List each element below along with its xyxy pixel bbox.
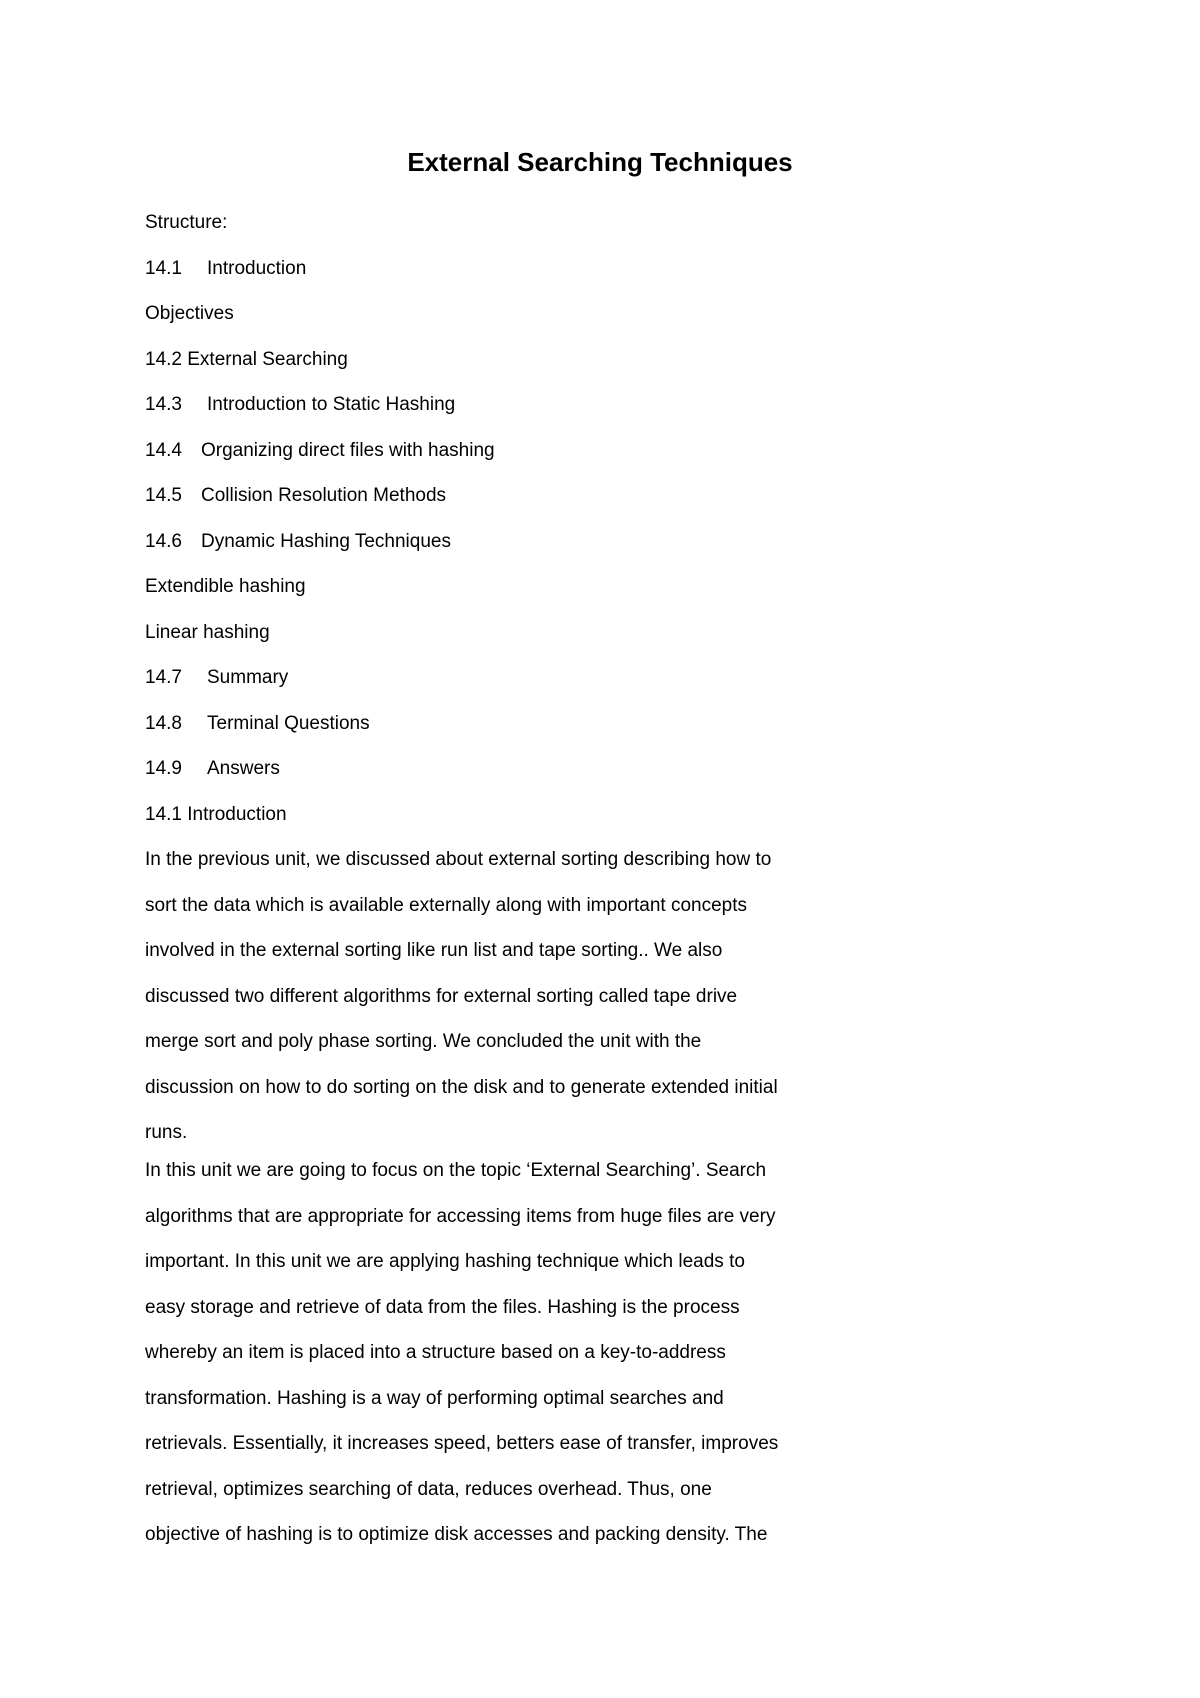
paragraph-line: easy storage and retrieve of data from the files. Hashing is the process: [145, 1296, 740, 1318]
paragraph-intro: [145, 837, 865, 1148]
toc-item: [145, 701, 865, 747]
toc-text: Linear hashing: [145, 621, 270, 643]
toc-item: [145, 246, 865, 292]
structure-label: Structure:: [145, 212, 228, 233]
paragraph-line: transformation. Hashing is a way of performing optimal searches and: [145, 1387, 724, 1409]
toc-text: Introduction: [207, 257, 307, 279]
toc-item: [145, 519, 865, 565]
toc-item: [145, 291, 865, 337]
toc-number: 14.5: [145, 485, 182, 506]
toc-text: 14.2 External Searching: [145, 348, 348, 370]
toc-number: 14.7: [145, 667, 182, 688]
toc-item: [145, 473, 865, 519]
toc-text: Dynamic Hashing Techniques: [201, 530, 451, 552]
toc-text: Collision Resolution Methods: [201, 485, 447, 506]
paragraph-line: merge sort and poly phase sorting. We concluded the unit with the: [145, 1031, 702, 1052]
toc-number: 14.1: [145, 257, 182, 279]
toc-number: 14.9: [145, 758, 182, 779]
toc-item: [145, 746, 865, 792]
toc-number: 14.4: [145, 439, 182, 461]
toc-text: Summary: [207, 667, 289, 688]
paragraph-line: discussed two different algorithms for external sorting called tape drive: [145, 985, 738, 1007]
toc-text: Answers: [207, 758, 280, 779]
toc-text: Introduction to Static Hashing: [207, 394, 456, 415]
toc-text: Terminal Questions: [207, 712, 370, 734]
toc-number: 14.6: [145, 530, 182, 552]
toc-text: Objectives: [145, 303, 234, 324]
toc-item: [145, 610, 865, 656]
paragraph-line: involved in the external sorting like run list and tape sorting.. We also: [145, 940, 723, 961]
toc-item: [145, 428, 865, 474]
paragraph-line: In this unit we are going to focus on the topic ‘External Searching’. Search: [145, 1160, 767, 1181]
toc-item: [145, 337, 865, 383]
section-heading: 14.1 Introduction: [145, 803, 287, 825]
toc-item: [145, 655, 865, 701]
toc-item: [145, 382, 865, 428]
paragraph-line: sort the data which is available externally along with important concepts: [145, 894, 747, 916]
toc-item: [145, 564, 865, 610]
paragraph-focus: [145, 1148, 865, 1558]
toc-text: Organizing direct files with hashing: [201, 439, 495, 461]
paragraph-line: In the previous unit, we discussed about external sorting describing how to: [145, 849, 772, 870]
paragraph-line: retrievals. Essentially, it increases speed, betters ease of transfer, improves: [145, 1433, 779, 1454]
toc-number: 14.3: [145, 394, 182, 415]
document-title: External Searching Techniques: [407, 147, 793, 177]
paragraph-line: objective of hashing is to optimize disk accesses and packing density. The: [145, 1524, 768, 1545]
paragraph-line: discussion on how to do sorting on the disk and to generate extended initial: [145, 1076, 778, 1098]
paragraph-line: runs.: [145, 1122, 188, 1143]
document-body: [145, 200, 865, 1558]
paragraph-line: algorithms that are appropriate for accessing items from huge files are very: [145, 1205, 776, 1227]
paragraph-line: retrieval, optimizes searching of data, reduces overhead. Thus, one: [145, 1478, 712, 1500]
paragraph-line: whereby an item is placed into a structure based on a key-to-address: [145, 1342, 726, 1363]
paragraph-line: important. In this unit we are applying hashing technique which leads to: [145, 1251, 745, 1272]
toc-text: Extendible hashing: [145, 576, 306, 597]
toc-number: 14.8: [145, 712, 182, 734]
